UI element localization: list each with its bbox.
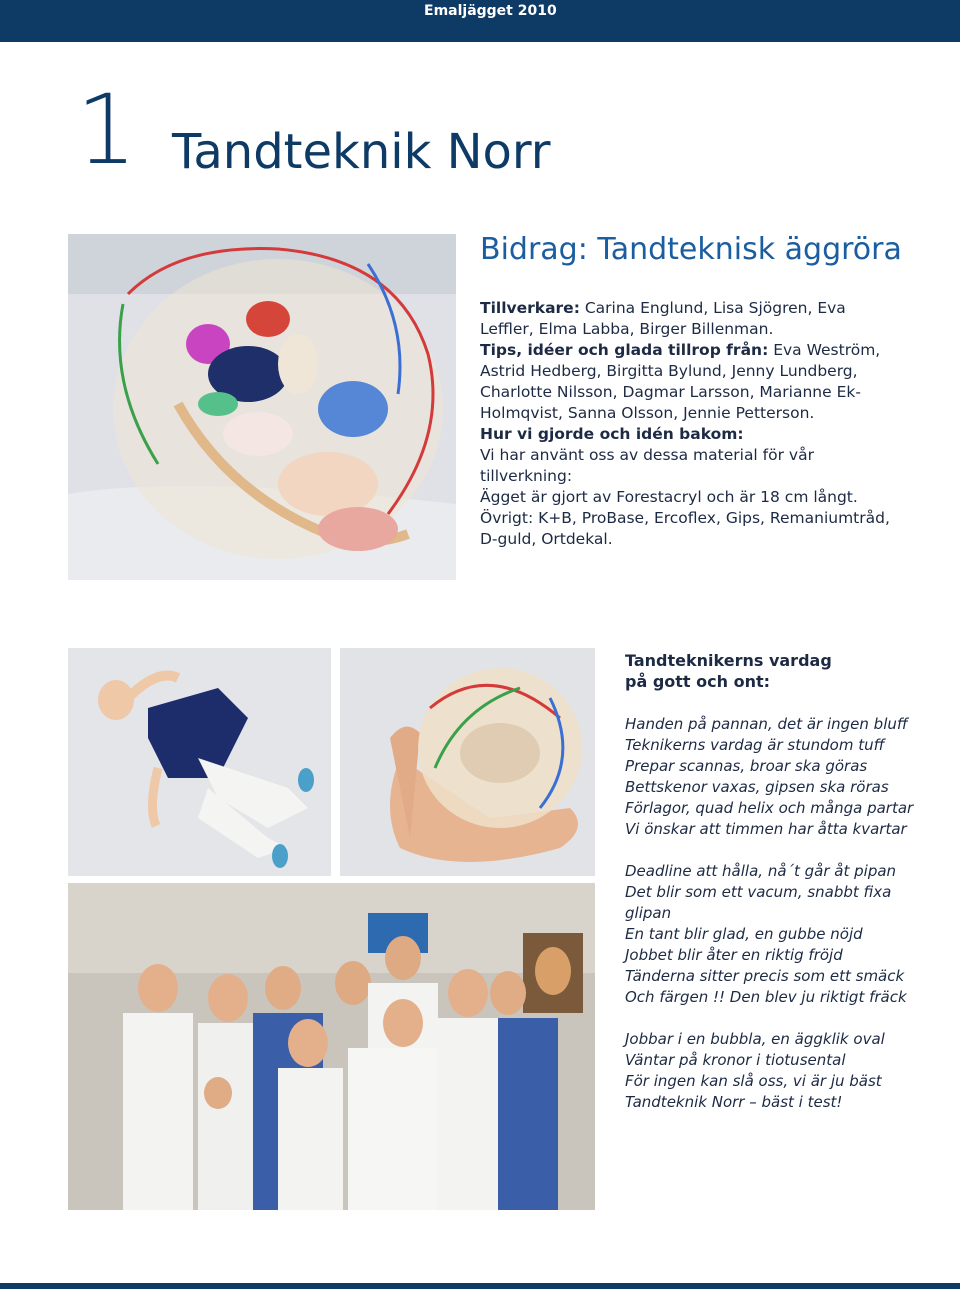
footer-bar <box>0 1283 960 1289</box>
section-heading: Bidrag: Tandteknisk äggröra <box>480 232 902 267</box>
tips-text: Eva Weström, Astrid Hedberg, Birgitta Bylund, Jenny Lundberg, Charlotte Nilsson, Dagmar Larsson, Marianne Ek-Holmqvist, Sanna Olsson, Jennie Petterson. <box>480 341 881 422</box>
poem-line: En tant blir glad, en gubbe nöjd <box>625 925 863 943</box>
tips-label: Tips, idéer och glada tillrop från: <box>480 341 769 359</box>
poem-title-line: på gott och ont: <box>625 672 770 691</box>
poem-stanza <box>625 861 925 1008</box>
poem-line: Handen på pannan, det är ingen bluff <box>625 715 908 733</box>
makers-label: Tillverkare: <box>480 299 580 317</box>
poem-line: Jobbar i en bubbla, en äggklik oval <box>625 1030 885 1048</box>
poem <box>625 714 925 1134</box>
poem-title <box>625 650 925 692</box>
hand-egg-photo <box>340 648 595 876</box>
figurine-photo <box>68 648 331 876</box>
makers-paragraph <box>480 298 900 340</box>
how-text-materials: Vi har använt oss av dessa material för vår tillverkning: <box>480 446 814 485</box>
poem-stanza <box>625 714 925 840</box>
poem-line: Och färgen !! Den blev ju riktigt fräck <box>625 988 907 1006</box>
poem-line: För ingen kan slå oss, vi är ju bäst <box>625 1072 882 1090</box>
egg-photo <box>68 234 456 580</box>
poem-line: Tandteknik Norr – bäst i test! <box>625 1093 843 1111</box>
makers-text: Carina Englund, Lisa Sjögren, Eva Leffler, Elma Labba, Birger Billenman. <box>480 299 846 338</box>
how-label: Hur vi gjorde och idén bakom: <box>480 425 744 443</box>
tips-paragraph <box>480 340 900 424</box>
poem-line: Deadline att hålla, nå´t går åt pipan <box>625 862 897 880</box>
poem-line: Bettskenor vaxas, gipsen ska röras <box>625 778 889 796</box>
chapter-number: 1 <box>76 74 138 186</box>
how-text-egg: Ägget är gjort av Forestacryl och är 18 cm långt. <box>480 488 858 506</box>
poem-line: Väntar på kronor i tiotusental <box>625 1051 846 1069</box>
poem-line: Tänderna sitter precis som ett smäck <box>625 967 905 985</box>
poem-line: Vi önskar att timmen har åtta kvartar <box>625 820 907 838</box>
poem-stanza <box>625 1029 925 1113</box>
group-photo <box>68 883 595 1210</box>
poem-line: Det blir som ett vacum, snabbt fixa <box>625 883 892 901</box>
poem-line: Jobbet blir åter en riktig fröjd <box>625 946 843 964</box>
header-bar <box>0 0 960 42</box>
chapter-title: Tandteknik Norr <box>172 124 551 180</box>
credits-block <box>480 298 900 550</box>
poem-line: Förlagor, quad helix och många partar <box>625 799 914 817</box>
publication-title: Emaljägget 2010 <box>424 3 557 19</box>
poem-line: Teknikerns vardag är stundom tuff <box>625 736 885 754</box>
poem-line: Prepar scannas, broar ska göras <box>625 757 868 775</box>
poem-title-line: Tandteknikerns vardag <box>625 651 832 670</box>
how-text-other: Övrigt: K+B, ProBase, Ercoflex, Gips, Remaniumtråd, D-guld, Ortdekal. <box>480 509 890 548</box>
poem-line: glipan <box>625 904 672 922</box>
